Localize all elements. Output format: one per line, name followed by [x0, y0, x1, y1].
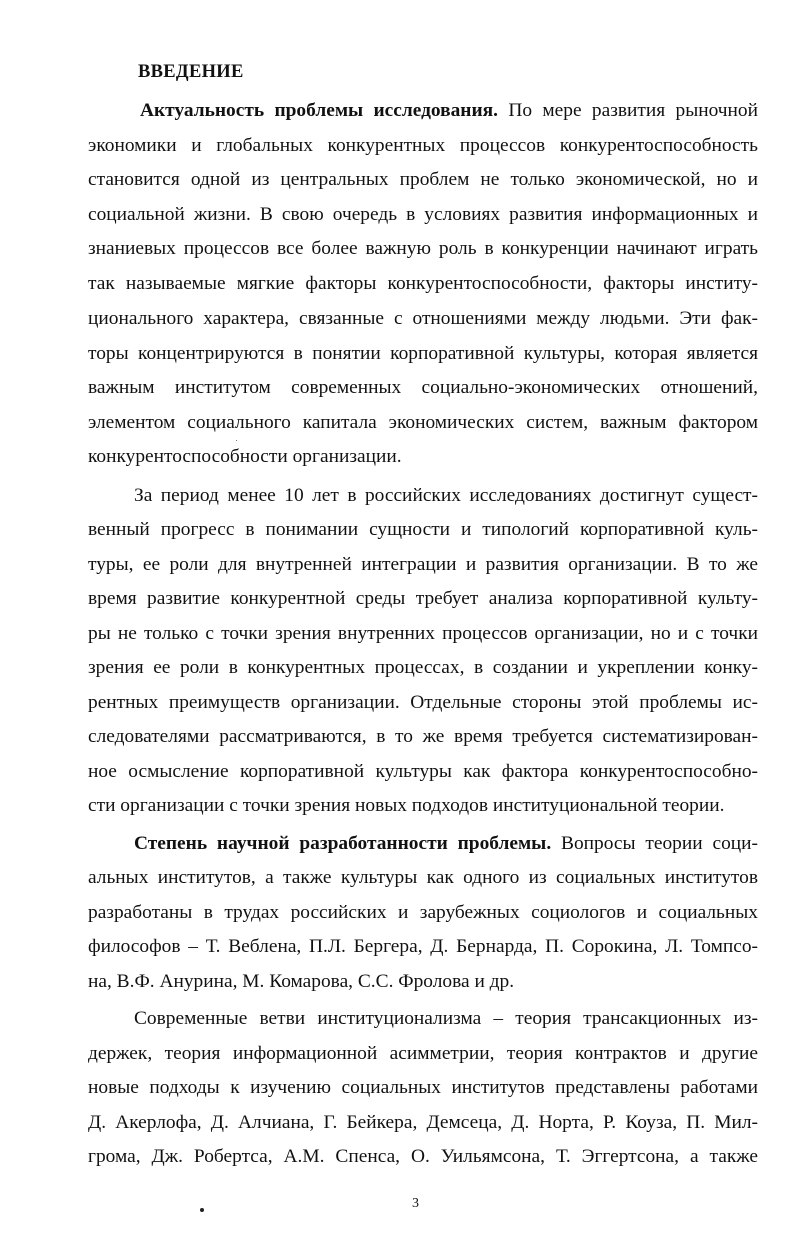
- text-line: становится одной из центральных проблем не только экономической, но и: [88, 169, 758, 190]
- text-line: Степень научной разработанности проблемы. Вопросы теории соци-: [134, 833, 758, 854]
- text-line: ры не только с точки зрения внутренних процессов организации, но и с точки: [88, 623, 758, 644]
- text-line: время развитие конкурентной среды требует анализа корпоративной культу-: [88, 588, 758, 609]
- text-line: на, В.Ф. Анурина, М. Комарова, С.С. Фролова и др.: [88, 971, 515, 992]
- text-line: торы концентрируются в понятии корпоративной культуры, которая является: [88, 343, 758, 364]
- text-line: зрения ее роли в конкурентных процессах, в создании и укреплении конку-: [88, 657, 758, 678]
- text-line: знаниевых процессов все более важную роль в конкуренции начинают играть: [88, 238, 758, 259]
- text-line: ционального характера, связанные с отношениями между людьми. Эти фак-: [88, 308, 758, 329]
- text-line: Современные ветви институционализма – теория трансакционных из-: [134, 1008, 758, 1029]
- text-line: сти организации с точки зрения новых подходов институциональной теории.: [88, 795, 725, 816]
- text-line: венный прогресс в понимании сущности и типологий корпоративной куль-: [88, 519, 758, 540]
- text-line: философов – Т. Веблена, П.Л. Бергера, Д. Бернарда, П. Сорокина, Л. Томпсо-: [88, 936, 758, 957]
- section-heading-actuality: Актуальность проблемы исследования.: [140, 100, 498, 121]
- text-line: Д. Акерлофа, Д. Алчиана, Г. Бейкера, Демсеца, Д. Норта, Р. Коуза, П. Мил-: [88, 1112, 758, 1133]
- text-line: грома, Дж. Робертса, А.М. Спенса, О. Уильямсона, Т. Эггертсона, а также: [88, 1146, 758, 1167]
- text-line: альных институтов, а также культуры как одного из социальных институтов: [88, 867, 758, 888]
- scan-dot: [200, 1208, 204, 1212]
- scan-speck: [236, 440, 237, 441]
- text-line: новые подходы к изучению социальных институтов представлены работами: [88, 1077, 758, 1098]
- text-line: держек, теория информационной асимметрии, теория контрактов и другие: [88, 1043, 758, 1064]
- text-line: Актуальность проблемы исследования. По мере развития рыночной: [140, 100, 758, 121]
- text-line: ное осмысление корпоративной культуры как фактора конкурентоспособно-: [88, 761, 758, 782]
- text-line: так называемые мягкие факторы конкурентоспособности, факторы институ-: [88, 273, 758, 294]
- text-line: следователями рассматриваются, в то же время требуется систематизирован-: [88, 726, 758, 747]
- text-line: За период менее 10 лет в российских исследованиях достигнут сущест-: [134, 485, 758, 506]
- text-line: туры, ее роли для внутренней интеграции и развития организации. В то же: [88, 554, 758, 575]
- section-heading-elaboration: Степень научной разработанности проблемы.: [134, 833, 552, 854]
- page-number: 3: [412, 1196, 419, 1211]
- text-line: элементом социального капитала экономических систем, важным фактором: [88, 412, 758, 433]
- text-line: конкурентоспособности организации.: [88, 446, 402, 467]
- text-line: экономики и глобальных конкурентных процессов конкурентоспособность: [88, 135, 758, 156]
- text-line: разработаны в трудах российских и зарубежных социологов и социальных: [88, 902, 758, 923]
- text-line: социальной жизни. В свою очередь в условиях развития информационных и: [88, 204, 758, 225]
- text-line: важным институтом современных социально-экономических отношений,: [88, 377, 758, 398]
- text-line: рентных преимуществ организации. Отдельные стороны этой проблемы ис-: [88, 692, 758, 713]
- page-title: ВВЕДЕНИЕ: [138, 62, 244, 82]
